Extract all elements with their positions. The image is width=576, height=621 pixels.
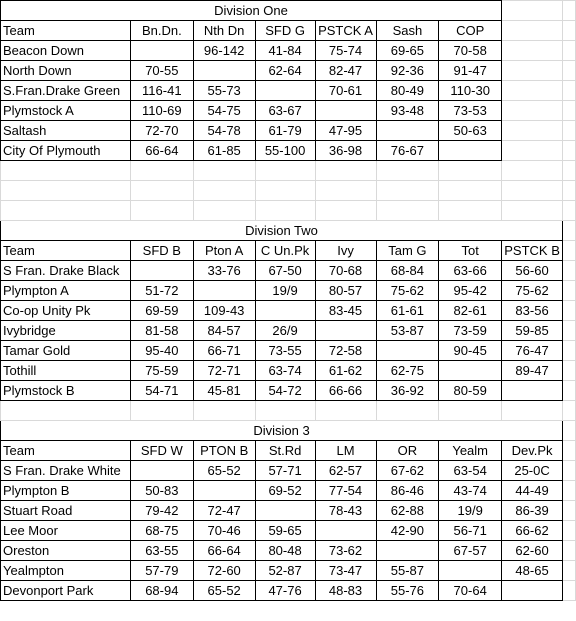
score-cell[interactable]: 48-65 (502, 561, 563, 581)
score-cell[interactable]: 86-39 (502, 501, 563, 521)
score-cell[interactable]: 79-42 (130, 501, 193, 521)
empty-cell[interactable] (563, 41, 576, 61)
empty-cell[interactable] (502, 101, 563, 121)
empty-cell[interactable] (563, 461, 576, 481)
team-name-cell[interactable]: North Down (1, 61, 131, 81)
score-cell[interactable]: 68-94 (130, 581, 193, 601)
empty-cell[interactable] (502, 201, 563, 221)
opponent-header-cell[interactable]: Tot (439, 241, 502, 261)
empty-cell[interactable] (563, 361, 576, 381)
score-cell[interactable]: 83-56 (502, 301, 563, 321)
empty-cell[interactable] (563, 581, 576, 601)
division-header-row (1, 21, 576, 41)
score-cell[interactable]: 73-53 (439, 101, 502, 121)
empty-cell[interactable] (502, 1, 563, 21)
division-title[interactable]: Division 3 (1, 421, 563, 441)
empty-cell[interactable] (502, 161, 563, 181)
empty-cell[interactable] (376, 401, 439, 421)
team-header-cell[interactable]: Team (1, 241, 131, 261)
opponent-header-cell[interactable]: COP (439, 21, 502, 41)
score-cell[interactable]: 55-76 (376, 581, 439, 601)
empty-cell[interactable] (563, 281, 576, 301)
score-cell[interactable]: 91-47 (439, 61, 502, 81)
score-cell[interactable]: 54-75 (193, 101, 255, 121)
empty-cell[interactable] (255, 161, 315, 181)
score-cell[interactable]: 69-59 (130, 301, 193, 321)
empty-cell[interactable] (563, 341, 576, 361)
opponent-header-cell[interactable]: Bn.Dn. (130, 21, 193, 41)
score-cell[interactable]: 90-45 (439, 341, 502, 361)
team-name-cell[interactable]: Devonport Park (1, 581, 131, 601)
team-name-cell[interactable]: Tamar Gold (1, 341, 131, 361)
score-cell[interactable]: 63-74 (255, 361, 315, 381)
empty-cell[interactable] (563, 381, 576, 401)
score-cell[interactable] (255, 301, 315, 321)
score-cell[interactable]: 59-85 (502, 321, 563, 341)
score-cell[interactable] (130, 461, 193, 481)
score-cell[interactable]: 70-61 (315, 81, 376, 101)
score-cell[interactable]: 55-87 (376, 561, 439, 581)
score-cell[interactable]: 89-47 (502, 361, 563, 381)
division-header-row (1, 241, 576, 261)
table-row (1, 381, 576, 401)
empty-cell[interactable] (193, 201, 255, 221)
score-cell[interactable]: 75-62 (376, 281, 439, 301)
score-cell[interactable]: 63-67 (255, 101, 315, 121)
score-cell[interactable]: 62-57 (315, 461, 376, 481)
score-cell[interactable]: 43-74 (439, 481, 502, 501)
score-cell[interactable]: 73-47 (315, 561, 376, 581)
score-cell[interactable]: 63-66 (439, 261, 502, 281)
score-cell[interactable]: 66-71 (193, 341, 255, 361)
score-cell[interactable] (502, 581, 563, 601)
empty-cell[interactable] (255, 181, 315, 201)
table-row (1, 261, 576, 281)
empty-cell[interactable] (563, 141, 576, 161)
team-name-cell[interactable]: Saltash (1, 121, 131, 141)
empty-cell[interactable] (563, 21, 576, 41)
opponent-header-cell[interactable]: SFD G (255, 21, 315, 41)
score-cell[interactable] (439, 141, 502, 161)
table-row (1, 481, 576, 501)
score-cell[interactable]: 66-62 (502, 521, 563, 541)
score-cell[interactable]: 55-100 (255, 141, 315, 161)
table-row (1, 561, 576, 581)
score-cell[interactable]: 47-76 (255, 581, 315, 601)
opponent-header-cell[interactable]: PSTCK A (315, 21, 376, 41)
empty-cell[interactable] (193, 401, 255, 421)
score-cell[interactable]: 61-85 (193, 141, 255, 161)
team-name-cell[interactable]: Ivybridge (1, 321, 131, 341)
opponent-header-cell[interactable]: PSTCK B (502, 241, 563, 261)
empty-cell[interactable] (439, 201, 502, 221)
score-cell[interactable]: 50-83 (130, 481, 193, 501)
empty-cell[interactable] (563, 541, 576, 561)
score-cell[interactable]: 62-88 (376, 501, 439, 521)
score-cell[interactable]: 59-65 (255, 521, 315, 541)
score-cell[interactable]: 54-72 (255, 381, 315, 401)
team-name-cell[interactable]: City Of Plymouth (1, 141, 131, 161)
score-cell[interactable] (193, 61, 255, 81)
team-name-cell[interactable]: Plymstock A (1, 101, 131, 121)
team-name-cell[interactable]: S Fran. Drake White (1, 461, 131, 481)
empty-cell[interactable] (130, 401, 193, 421)
score-cell[interactable]: 65-52 (193, 461, 255, 481)
empty-cell[interactable] (502, 21, 563, 41)
score-cell[interactable]: 72-47 (193, 501, 255, 521)
empty-cell[interactable] (502, 81, 563, 101)
score-cell[interactable] (376, 341, 439, 361)
score-cell[interactable]: 76-47 (502, 341, 563, 361)
division-title[interactable]: Division One (1, 1, 502, 21)
opponent-header-cell[interactable]: SFD W (130, 441, 193, 461)
score-cell[interactable]: 80-57 (315, 281, 376, 301)
opponent-header-cell[interactable]: C Un.Pk (255, 241, 315, 261)
empty-cell[interactable] (193, 181, 255, 201)
score-cell[interactable]: 61-62 (315, 361, 376, 381)
blank-row (1, 401, 576, 421)
score-cell[interactable]: 33-76 (193, 261, 255, 281)
score-cell[interactable]: 67-62 (376, 461, 439, 481)
score-cell[interactable] (130, 41, 193, 61)
score-cell[interactable]: 69-65 (376, 41, 439, 61)
score-cell[interactable] (376, 541, 439, 561)
opponent-header-cell[interactable]: St.Rd (255, 441, 315, 461)
opponent-header-cell[interactable]: Yealm (439, 441, 502, 461)
table-row (1, 301, 576, 321)
score-cell[interactable]: 36-98 (315, 141, 376, 161)
table-row (1, 341, 576, 361)
score-cell[interactable]: 82-61 (439, 301, 502, 321)
empty-cell[interactable] (563, 221, 576, 241)
empty-cell[interactable] (563, 241, 576, 261)
score-cell[interactable]: 72-71 (193, 361, 255, 381)
score-cell[interactable]: 36-92 (376, 381, 439, 401)
empty-cell[interactable] (1, 181, 131, 201)
score-cell[interactable]: 76-67 (376, 141, 439, 161)
empty-cell[interactable] (563, 501, 576, 521)
opponent-header-cell[interactable]: Dev.Pk (502, 441, 563, 461)
score-cell[interactable]: 75-74 (315, 41, 376, 61)
opponent-header-cell[interactable]: OR (376, 441, 439, 461)
empty-cell[interactable] (563, 1, 576, 21)
score-cell[interactable] (255, 501, 315, 521)
score-cell[interactable]: 57-79 (130, 561, 193, 581)
score-cell[interactable]: 68-84 (376, 261, 439, 281)
score-cell[interactable]: 80-49 (376, 81, 439, 101)
opponent-header-cell[interactable]: Pton A (193, 241, 255, 261)
team-name-cell[interactable]: Plympton A (1, 281, 131, 301)
table-row (1, 41, 576, 61)
empty-cell[interactable] (130, 161, 193, 181)
empty-cell[interactable] (563, 441, 576, 461)
team-name-cell[interactable]: S Fran. Drake Black (1, 261, 131, 281)
score-cell[interactable]: 19/9 (439, 501, 502, 521)
score-cell[interactable]: 116-41 (130, 81, 193, 101)
table-row (1, 61, 576, 81)
empty-cell[interactable] (376, 161, 439, 181)
score-cell[interactable]: 83-45 (315, 301, 376, 321)
empty-cell[interactable] (563, 61, 576, 81)
empty-cell[interactable] (193, 161, 255, 181)
opponent-header-cell[interactable]: LM (315, 441, 376, 461)
score-cell[interactable]: 52-87 (255, 561, 315, 581)
table-row (1, 361, 576, 381)
score-cell[interactable]: 80-48 (255, 541, 315, 561)
score-cell[interactable]: 73-59 (439, 321, 502, 341)
score-cell[interactable]: 81-58 (130, 321, 193, 341)
empty-cell[interactable] (255, 401, 315, 421)
score-cell[interactable]: 73-62 (315, 541, 376, 561)
score-cell[interactable]: 66-64 (193, 541, 255, 561)
score-cell[interactable]: 50-63 (439, 121, 502, 141)
score-cell[interactable]: 77-54 (315, 481, 376, 501)
empty-cell[interactable] (563, 301, 576, 321)
score-cell[interactable]: 47-95 (315, 121, 376, 141)
score-cell[interactable]: 44-49 (502, 481, 563, 501)
score-cell[interactable]: 82-47 (315, 61, 376, 81)
team-name-cell[interactable]: Plympton B (1, 481, 131, 501)
score-cell[interactable]: 66-64 (130, 141, 193, 161)
score-cell[interactable]: 73-55 (255, 341, 315, 361)
team-name-cell[interactable]: Co-op Unity Pk (1, 301, 131, 321)
opponent-header-cell[interactable]: Sash (376, 21, 439, 41)
division-title-row (1, 1, 576, 21)
score-cell[interactable]: 70-55 (130, 61, 193, 81)
blank-row (1, 161, 576, 181)
score-cell[interactable]: 48-83 (315, 581, 376, 601)
table-row (1, 521, 576, 541)
empty-cell[interactable] (563, 421, 576, 441)
score-cell[interactable]: 70-46 (193, 521, 255, 541)
score-cell[interactable]: 110-69 (130, 101, 193, 121)
empty-cell[interactable] (563, 121, 576, 141)
score-cell[interactable]: 66-66 (315, 381, 376, 401)
score-cell[interactable]: 72-58 (315, 341, 376, 361)
empty-cell[interactable] (563, 161, 576, 181)
empty-cell[interactable] (563, 521, 576, 541)
empty-cell[interactable] (502, 141, 563, 161)
score-cell[interactable]: 61-79 (255, 121, 315, 141)
team-name-cell[interactable]: Lee Moor (1, 521, 131, 541)
score-cell[interactable]: 72-60 (193, 561, 255, 581)
opponent-header-cell[interactable]: Nth Dn (193, 21, 255, 41)
empty-cell[interactable] (563, 81, 576, 101)
empty-cell[interactable] (502, 181, 563, 201)
table-row (1, 81, 576, 101)
team-name-cell[interactable]: Plymstock B (1, 381, 131, 401)
score-cell[interactable] (315, 101, 376, 121)
score-cell[interactable]: 95-40 (130, 341, 193, 361)
empty-cell[interactable] (563, 481, 576, 501)
empty-cell[interactable] (439, 161, 502, 181)
score-cell[interactable]: 75-59 (130, 361, 193, 381)
table-row (1, 101, 576, 121)
score-cell[interactable]: 67-50 (255, 261, 315, 281)
score-cell[interactable]: 26/9 (255, 321, 315, 341)
score-cell[interactable]: 70-58 (439, 41, 502, 61)
score-cell[interactable]: 63-55 (130, 541, 193, 561)
score-cell[interactable]: 62-60 (502, 541, 563, 561)
score-cell[interactable]: 68-75 (130, 521, 193, 541)
score-cell[interactable] (439, 361, 502, 381)
score-cell[interactable]: 56-71 (439, 521, 502, 541)
score-cell[interactable]: 78-43 (315, 501, 376, 521)
score-cell[interactable]: 62-75 (376, 361, 439, 381)
empty-cell[interactable] (130, 181, 193, 201)
score-cell[interactable]: 54-78 (193, 121, 255, 141)
division-title-row (1, 221, 576, 241)
blank-row (1, 201, 576, 221)
score-cell[interactable]: 67-57 (439, 541, 502, 561)
score-cell[interactable]: 54-71 (130, 381, 193, 401)
score-cell[interactable]: 55-73 (193, 81, 255, 101)
score-cell[interactable]: 57-71 (255, 461, 315, 481)
score-cell[interactable]: 75-62 (502, 281, 563, 301)
score-cell[interactable] (502, 381, 563, 401)
empty-cell[interactable] (563, 201, 576, 221)
table-row (1, 121, 576, 141)
table-row (1, 281, 576, 301)
score-cell[interactable]: 84-57 (193, 321, 255, 341)
table-row (1, 541, 576, 561)
empty-cell[interactable] (502, 401, 563, 421)
empty-cell[interactable] (502, 41, 563, 61)
division-title[interactable]: Division Two (1, 221, 563, 241)
empty-cell[interactable] (255, 201, 315, 221)
opponent-header-cell[interactable]: Ivy (315, 241, 376, 261)
score-cell[interactable]: 53-87 (376, 321, 439, 341)
score-cell[interactable] (315, 321, 376, 341)
score-cell[interactable]: 61-61 (376, 301, 439, 321)
score-cell[interactable]: 69-52 (255, 481, 315, 501)
score-cell[interactable] (376, 121, 439, 141)
score-cell[interactable]: 51-72 (130, 281, 193, 301)
table-row (1, 321, 576, 341)
score-cell[interactable] (130, 261, 193, 281)
empty-cell[interactable] (439, 181, 502, 201)
score-cell[interactable]: 19/9 (255, 281, 315, 301)
score-cell[interactable]: 92-36 (376, 61, 439, 81)
empty-cell[interactable] (563, 101, 576, 121)
empty-cell[interactable] (563, 561, 576, 581)
score-cell[interactable]: 95-42 (439, 281, 502, 301)
team-name-cell[interactable]: Beacon Down (1, 41, 131, 61)
score-cell[interactable]: 93-48 (376, 101, 439, 121)
empty-cell[interactable] (130, 201, 193, 221)
division-header-row (1, 441, 576, 461)
score-cell[interactable]: 56-60 (502, 261, 563, 281)
table-row (1, 141, 576, 161)
team-name-cell[interactable]: Yealmpton (1, 561, 131, 581)
empty-cell[interactable] (315, 201, 376, 221)
blank-row (1, 181, 576, 201)
score-cell[interactable]: 62-64 (255, 61, 315, 81)
score-cell[interactable] (193, 481, 255, 501)
division-title-row (1, 421, 576, 441)
empty-cell[interactable] (1, 401, 131, 421)
empty-cell[interactable] (315, 181, 376, 201)
empty-cell[interactable] (563, 261, 576, 281)
score-cell[interactable]: 80-59 (439, 381, 502, 401)
score-cell[interactable]: 45-81 (193, 381, 255, 401)
score-cell[interactable] (315, 521, 376, 541)
score-cell[interactable] (193, 281, 255, 301)
empty-cell[interactable] (563, 181, 576, 201)
empty-cell[interactable] (376, 201, 439, 221)
score-cell[interactable] (255, 81, 315, 101)
score-cell[interactable]: 96-142 (193, 41, 255, 61)
score-cell[interactable]: 70-64 (439, 581, 502, 601)
team-header-cell[interactable]: Team (1, 21, 131, 41)
score-cell[interactable]: 25-0C (502, 461, 563, 481)
score-cell[interactable]: 65-52 (193, 581, 255, 601)
score-cell[interactable]: 110-30 (439, 81, 502, 101)
table-row (1, 501, 576, 521)
empty-cell[interactable] (1, 201, 131, 221)
table-row (1, 581, 576, 601)
empty-cell[interactable] (376, 181, 439, 201)
team-name-cell[interactable]: Stuart Road (1, 501, 131, 521)
team-name-cell[interactable]: Oreston (1, 541, 131, 561)
score-cell[interactable]: 72-70 (130, 121, 193, 141)
empty-cell[interactable] (315, 401, 376, 421)
empty-cell[interactable] (502, 121, 563, 141)
score-cell[interactable]: 70-68 (315, 261, 376, 281)
score-cell[interactable]: 63-54 (439, 461, 502, 481)
score-cell[interactable]: 86-46 (376, 481, 439, 501)
empty-cell[interactable] (563, 321, 576, 341)
opponent-header-cell[interactable]: PTON B (193, 441, 255, 461)
score-cell[interactable]: 42-90 (376, 521, 439, 541)
table-row (1, 461, 576, 481)
opponent-header-cell[interactable]: SFD B (130, 241, 193, 261)
score-cell[interactable] (439, 561, 502, 581)
empty-cell[interactable] (439, 401, 502, 421)
team-name-cell[interactable]: Tothill (1, 361, 131, 381)
empty-cell[interactable] (1, 161, 131, 181)
opponent-header-cell[interactable]: Tam G (376, 241, 439, 261)
team-name-cell[interactable]: S.Fran.Drake Green (1, 81, 131, 101)
empty-cell[interactable] (502, 61, 563, 81)
empty-cell[interactable] (563, 401, 576, 421)
score-cell[interactable]: 109-43 (193, 301, 255, 321)
score-cell[interactable]: 41-84 (255, 41, 315, 61)
team-header-cell[interactable]: Team (1, 441, 131, 461)
empty-cell[interactable] (315, 161, 376, 181)
